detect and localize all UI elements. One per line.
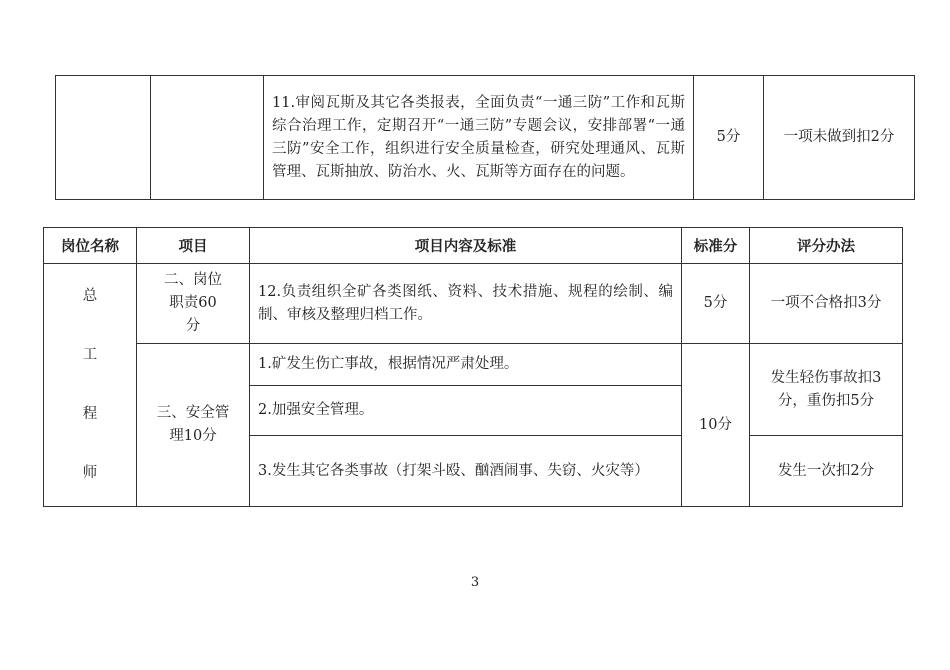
item-12-method: 一项不合格扣3分 [750, 264, 903, 344]
safety-method-other: 发生一次扣2分 [750, 436, 903, 507]
header-row [44, 228, 903, 264]
item-11-method: 一项未做到扣2分 [764, 76, 915, 200]
table-row [44, 344, 903, 386]
item-11-score: 5分 [694, 76, 764, 200]
project-duties: 二、岗位职责60分 [137, 264, 250, 344]
safety-item-3-content: 3.发生其它各类事故（打架斗殴、酗酒闹事、失窃、火灾等） [250, 436, 682, 507]
header-position: 岗位名称 [44, 228, 137, 264]
item-11-content: 11.审阅瓦斯及其它各类报表，全面负责“一通三防”工作和瓦斯综合治理工作，定期召开“一通三防”专题会议，安排部署“一通三防”安全工作，组织进行安全质量检查，研究处理通风、瓦斯管理、瓦斯抽放、防治水、火、瓦斯等方面存在的问题。 [264, 76, 694, 200]
header-method: 评分办法 [750, 228, 903, 264]
empty-cell [56, 76, 151, 200]
item-12-content: 12.负责组织全矿各类图纸、资料、技术措施、规程的绘制、编制、审核及整理归档工作。 [250, 264, 682, 344]
header-score: 标准分 [682, 228, 750, 264]
header-content: 项目内容及标准 [250, 228, 682, 264]
safety-score: 10分 [682, 344, 750, 507]
safety-item-1-content: 1.矿发生伤亡事故，根据情况严肃处理。 [250, 344, 682, 386]
project-safety: 三、安全管理10分 [137, 344, 250, 507]
item-12-score: 5分 [682, 264, 750, 344]
continued-table [55, 75, 915, 200]
empty-cell [151, 76, 264, 200]
scoring-table [43, 227, 903, 507]
safety-method-injury: 发生轻伤事故扣3分，重伤扣5分 [750, 344, 903, 436]
page-number: 3 [470, 575, 480, 590]
header-project: 项目 [137, 228, 250, 264]
safety-item-2-content: 2.加强安全管理。 [250, 386, 682, 436]
position-name: 总 工 程 师 [44, 264, 137, 507]
table-row [44, 264, 903, 344]
